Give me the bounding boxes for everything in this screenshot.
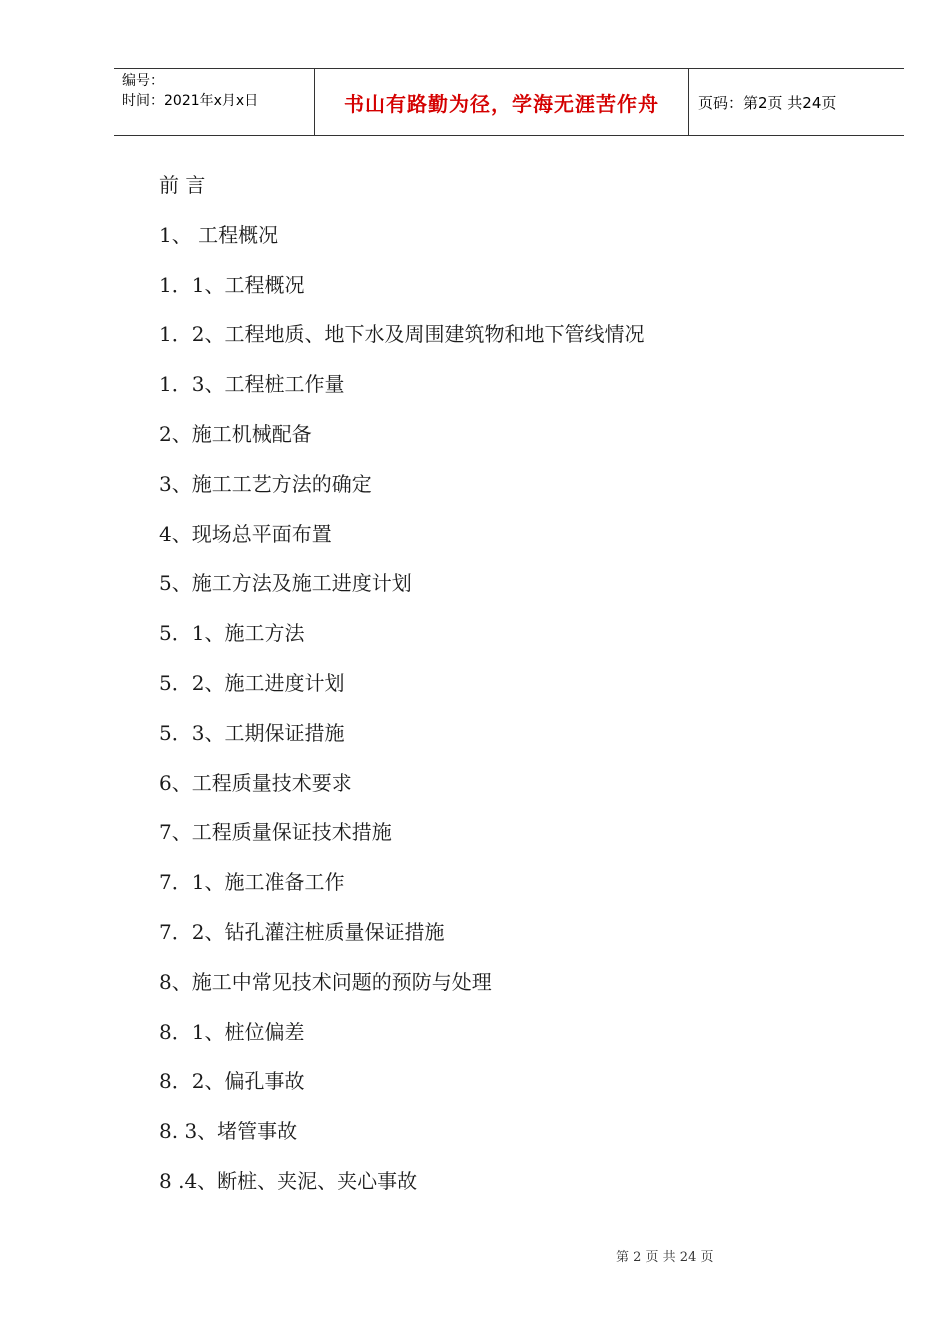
toc-entry: 1．3、工程桩工作量 <box>159 372 345 397</box>
toc-entry: 5．1、施工方法 <box>159 621 305 646</box>
page-footer: 第 2 页 共 24 页 <box>616 1250 714 1265</box>
toc-entry: 1．1、工程概况 <box>159 272 305 297</box>
toc-entry: 7．1、施工准备工作 <box>159 870 345 895</box>
toc-entry: 8．2、偏孔事故 <box>159 1069 305 1094</box>
toc-entry: 7．2、钻孔灌注桩质量保证措施 <box>159 919 445 944</box>
header-divider <box>688 69 689 135</box>
toc-entry: 8．1、桩位偏差 <box>159 1019 305 1044</box>
toc-entry: 5．3、工期保证措施 <box>159 720 345 745</box>
header-meta <box>122 71 312 111</box>
toc-entry: 3、施工工艺方法的确定 <box>159 471 372 496</box>
toc-entry: 5、施工方法及施工进度计划 <box>159 571 412 596</box>
table-of-contents <box>159 165 644 1211</box>
toc-entry: 7、工程质量保证技术措施 <box>159 820 392 845</box>
header-page-info: 页码：第2页 共24页 <box>698 93 837 112</box>
document-date-label: 时间：2021年x月x日 <box>122 93 259 109</box>
header-motto: 书山有路勤为径，学海无涯苦作舟 <box>344 91 659 116</box>
toc-entry: 2、施工机械配备 <box>159 421 312 446</box>
toc-entry: 8. 3、堵管事故 <box>159 1119 298 1144</box>
toc-entry: 1．2、工程地质、地下水及周围建筑物和地下管线情况 <box>159 322 645 347</box>
toc-entry: 1、 工程概况 <box>159 222 279 247</box>
toc-entry: 8 .4、断桩、夹泥、夹心事故 <box>159 1168 418 1193</box>
toc-entry: 前 言 <box>159 173 206 197</box>
page-header <box>114 68 904 136</box>
toc-entry: 5．2、施工进度计划 <box>159 670 345 695</box>
document-number-label: 编号： <box>122 73 164 89</box>
toc-entry: 8、施工中常见技术问题的预防与处理 <box>159 969 492 994</box>
toc-entry: 6、工程质量技术要求 <box>159 770 352 795</box>
toc-entry: 4、现场总平面布置 <box>159 521 332 546</box>
